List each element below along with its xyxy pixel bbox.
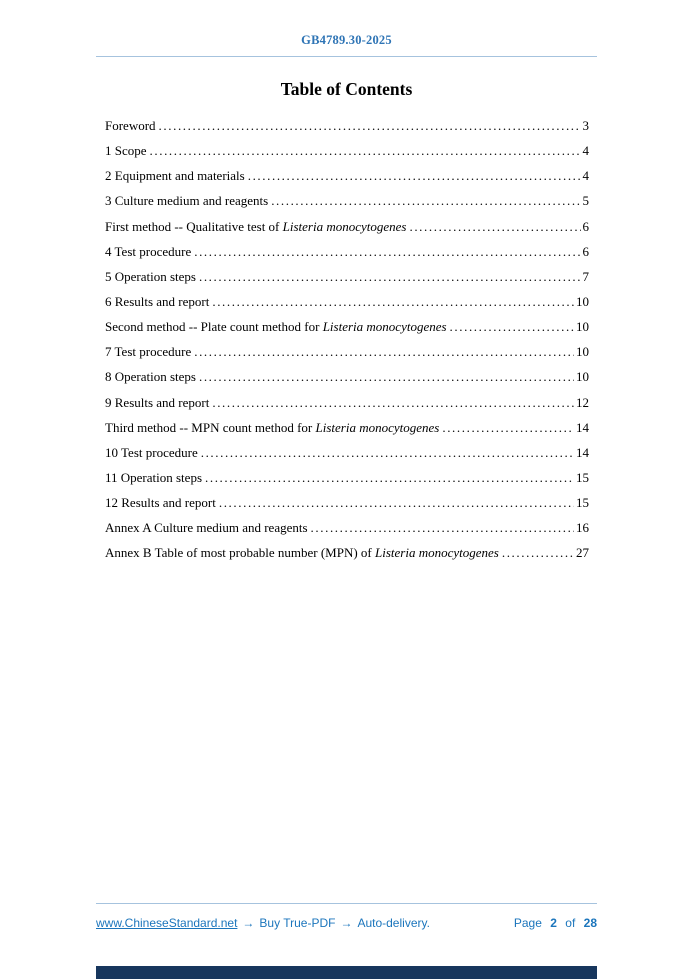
page-total: 28 — [583, 916, 597, 930]
toc-dot-leader — [409, 214, 580, 239]
toc-entry-label: 3 Culture medium and reagents — [105, 193, 269, 209]
toc-entry-label: 9 Results and report — [105, 394, 210, 410]
toc-dot-leader — [212, 390, 574, 415]
toc-page-number: 4 — [582, 143, 589, 159]
toc-dot-leader — [212, 289, 574, 314]
toc-entry — [105, 465, 589, 490]
toc-dot-leader — [201, 440, 574, 465]
arrow-icon: → — [340, 916, 353, 930]
toc-dot-leader — [159, 113, 581, 138]
footer-step-delivery: Auto-delivery. — [357, 916, 430, 930]
toc-dot-leader — [271, 188, 580, 213]
toc-entry-label: 2 Equipment and materials — [105, 168, 245, 184]
arrow-icon: → — [242, 916, 255, 930]
toc-page-number: 15 — [576, 469, 589, 485]
toc-entry — [105, 415, 589, 440]
toc-entry-label: 10 Test procedure — [105, 444, 198, 460]
toc-list — [105, 113, 589, 566]
of-label: of — [565, 916, 576, 930]
toc-entry-label: Annex A Culture medium and reagents — [105, 520, 308, 536]
toc-page-number: 10 — [576, 344, 589, 360]
toc-page-number: 27 — [576, 545, 589, 561]
toc-page-number: 15 — [576, 495, 589, 511]
toc-page-number: 10 — [576, 369, 589, 385]
toc-dot-leader — [442, 415, 574, 440]
toc-page-number: 6 — [582, 218, 589, 234]
toc-entry — [105, 188, 589, 213]
toc-entry — [105, 289, 589, 314]
toc-dot-leader — [194, 239, 580, 264]
toc-entry-label: 4 Test procedure — [105, 243, 192, 259]
toc-dot-leader — [219, 490, 574, 515]
toc-dot-leader — [199, 364, 574, 389]
toc-dot-leader — [199, 264, 581, 289]
toc-entry-label: Annex B Table of most probable number (MPN) of Listeria monocytogenes — [105, 545, 499, 561]
toc-entry — [105, 515, 589, 540]
toc-page-number: 3 — [582, 118, 589, 133]
toc-dot-leader — [502, 540, 574, 565]
toc-entry — [105, 540, 589, 565]
toc-entry — [105, 214, 589, 239]
toc-page-number: 10 — [576, 319, 589, 335]
header-divider — [96, 56, 597, 57]
toc-page-number: 5 — [582, 193, 589, 209]
toc-page-number: 6 — [582, 243, 589, 259]
toc-entry-label: 1 Scope — [105, 143, 147, 159]
header-standard-code: GB4789.30-2025 — [301, 33, 392, 47]
footer-pagination — [514, 914, 597, 932]
toc-page-number: 14 — [576, 444, 589, 460]
toc-dot-leader — [150, 138, 581, 163]
toc-entry — [105, 339, 589, 364]
toc-dot-leader — [194, 339, 574, 364]
toc-entry-label: Second method -- Plate count method for Listeria monocytogenes — [105, 319, 447, 335]
toc-dot-leader — [450, 314, 574, 339]
toc-entry — [105, 364, 589, 389]
footer-site-link[interactable]: www.ChineseStandard.net — [96, 916, 238, 930]
footer — [96, 914, 597, 932]
bottom-bar — [96, 966, 597, 979]
toc-entry-label: 12 Results and report — [105, 495, 216, 511]
page-title: Table of Contents — [280, 79, 413, 99]
toc-dot-leader — [205, 465, 574, 490]
page-current: 2 — [550, 916, 557, 930]
toc-page-number: 7 — [582, 268, 589, 284]
toc-dot-leader — [248, 163, 581, 188]
toc-entry — [105, 390, 589, 415]
toc-page-number: 12 — [576, 394, 589, 410]
toc-dot-leader — [311, 515, 574, 540]
toc-entry — [105, 264, 589, 289]
toc-entry — [105, 138, 589, 163]
footer-left — [96, 914, 430, 932]
toc-entry-label: 5 Operation steps — [105, 268, 196, 284]
page-label: Page — [513, 916, 542, 930]
toc-entry — [105, 440, 589, 465]
toc-entry-label: 6 Results and report — [105, 293, 210, 309]
toc-page-number: 10 — [576, 293, 589, 309]
toc-entry-label: Third method -- MPN count method for Listeria monocytogenes — [105, 419, 440, 435]
toc-page-number: 16 — [576, 520, 589, 536]
footer-step-buy: Buy True-PDF — [259, 916, 336, 930]
toc-entry — [105, 314, 589, 339]
footer-divider — [96, 903, 597, 904]
toc-entry-label: First method -- Qualitative test of Listeria monocytogenes — [105, 218, 407, 234]
toc-page-number: 14 — [576, 419, 589, 435]
toc-entry-label: 8 Operation steps — [105, 369, 196, 385]
toc-entry — [105, 113, 589, 138]
toc-page-number: 4 — [582, 168, 589, 184]
toc-entry — [105, 490, 589, 515]
toc-entry — [105, 163, 589, 188]
toc-entry — [105, 239, 589, 264]
toc-entry-label: 7 Test procedure — [105, 344, 192, 360]
toc-entry-label: Foreword — [105, 118, 156, 133]
toc-entry-label: 11 Operation steps — [105, 469, 202, 485]
